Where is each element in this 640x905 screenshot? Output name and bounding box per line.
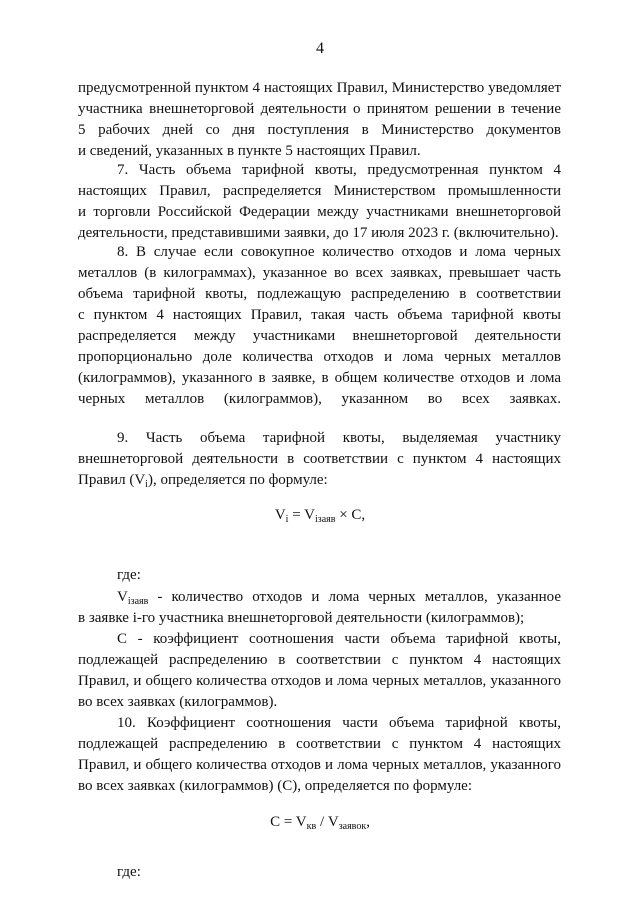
text-line: распределяется между участниками внешнеторговой деятельности <box>78 328 561 344</box>
text-line: где: <box>117 864 141 880</box>
text-line: в заявке i-го участника внешнеторговой деятельности (килограммов); <box>78 610 525 626</box>
text-line <box>78 410 561 430</box>
text-line: и торговли Российской Федерации между участниками внешнеторговой <box>78 204 561 220</box>
text-line: Правил $(V_i)$, определяется по формуле: <box>78 472 328 490</box>
text-line: во всех заявках (килограммов) (C), определяется по формуле: <box>78 778 472 794</box>
text-line: черных металлов (килограммов), указанном во всех заявках. <box>78 391 561 407</box>
text-line: внешнеторговой деятельности в соответствии с пунктом 4 настоящих <box>78 451 561 467</box>
text-line: подлежащей распределению в соответствии с пунктом 4 настоящих <box>78 652 561 668</box>
text-line: 9. Часть объема тарифной квоты, выделяемая участнику <box>117 430 561 446</box>
text-line: подлежащей распределению в соответствии с пунктом 4 настоящих <box>78 736 561 752</box>
formula-c: $C = V_{кв} / V_{заявок}$, <box>270 814 370 832</box>
text-line: настоящих Правил, распределяется Министерством промышленности <box>78 183 561 199</box>
text-line: деятельности, представившими заявки, до 17 июля 2023 г. (включительно). <box>78 225 559 241</box>
text-line: где: <box>117 567 141 583</box>
text-line: C - коэффициент соотношения части объема тарифной квоты, <box>117 631 561 647</box>
text-line: во всех заявках (килограммов). <box>78 694 278 710</box>
text-line: и сведений, указанных в пункте 5 настоящих Правил. <box>78 143 421 159</box>
text-line: пропорционально доле количества отходов и лома черных металлов <box>78 349 561 365</box>
text-line: предусмотренной пунктом 4 настоящих Правил, Министерство уведомляет <box>78 80 561 96</box>
text-line: 10. Коэффициент соотношения части объема тарифной квоты, <box>117 715 561 731</box>
text-line: 7. Часть объема тарифной квоты, предусмотренная пунктом 4 <box>117 162 561 178</box>
text-line: (килограммов), указанного в заявке, в общем количестве отходов и лома <box>78 370 561 386</box>
text-line: металлов (в килограммах), указанное во всех заявках, превышает часть <box>78 265 561 281</box>
text-line: 5 рабочих дней со дня поступления в Министерство документов <box>78 122 561 138</box>
text-line: с пунктом 4 настоящих Правил, такая часть объема тарифной квоты <box>78 307 561 323</box>
text-line: Правил, и общего количества отходов и лома черных металлов, указанного <box>78 673 561 689</box>
text-line: $V_{iзаяв}$ - количество отходов и лома черных металлов, указанное <box>117 589 561 607</box>
formula-vi: $V_i = V_{iзаяв} \times C$, <box>274 507 366 525</box>
text-line: объема тарифной квоты, подлежащую распределению в соответствии <box>78 286 561 302</box>
text-line: 8. В случае если совокупное количество отходов и лома черных <box>117 244 561 260</box>
text-line: Правил, и общего количества отходов и лома черных металлов, указанного <box>78 757 561 773</box>
text-line: участника внешнеторговой деятельности о принятом решении в течение <box>78 101 561 117</box>
page-number: 4 <box>316 40 324 57</box>
